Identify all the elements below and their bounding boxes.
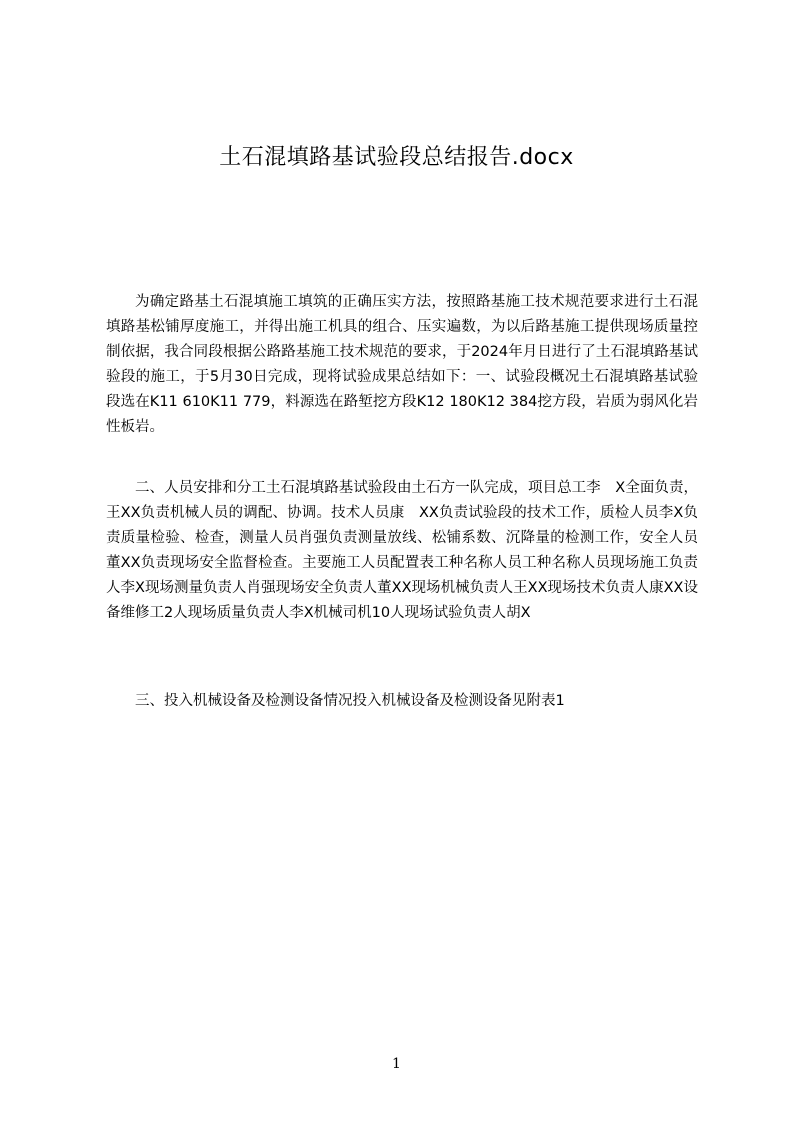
page-number: 1: [392, 1056, 401, 1072]
paragraph-test-section-overview: 为确定路基土石混填施工填筑的正确压实方法，按照路基施工技术规范要求进行土石混填路基松铺厚度施工，并得出施工机具的组合、压实遍数，为以后路基施工提供现场质量控制依据，我合同段根据公路路基施工技术规范的要求，于2024年月日进行了土石混填路基试验段的施工，于5月30日完成，现将试验成果总结如下：一、试验段概况土石混填路基试验段选在K11 610K11 779，料源选在路堑挖方段K12 180K12 384挖方段，岩质为弱风化岩性板岩。: [106, 294, 698, 435]
paragraph-equipment: 三、投入机械设备及检测设备情况投入机械设备及检测设备见附表1: [135, 693, 565, 709]
document-title: 土石混填路基试验段总结报告.docx: [219, 145, 574, 170]
paragraph-personnel-arrangement: 二、人员安排和分工土石混填路基试验段由土石方一队完成，项目总工李 X全面负责，王XX负责机械人员的调配、协调。技术人员康 XX负责试验段的技术工作，质检人员李X负责质量检验、检查，测量人员肖强负责测量放线、松铺系数、沉降量的检测工作，安全人员董XX负责现场安全监督检查。主要施工人员配置表工种名称人员工种名称人员现场施工负责人李X现场测量负责人肖强现场安全负责人董XX现场机械负责人王XX现场技术负责人康XX设备维修工2人现场质量负责人李X机械司机10人现场试验负责人胡X: [106, 480, 698, 621]
